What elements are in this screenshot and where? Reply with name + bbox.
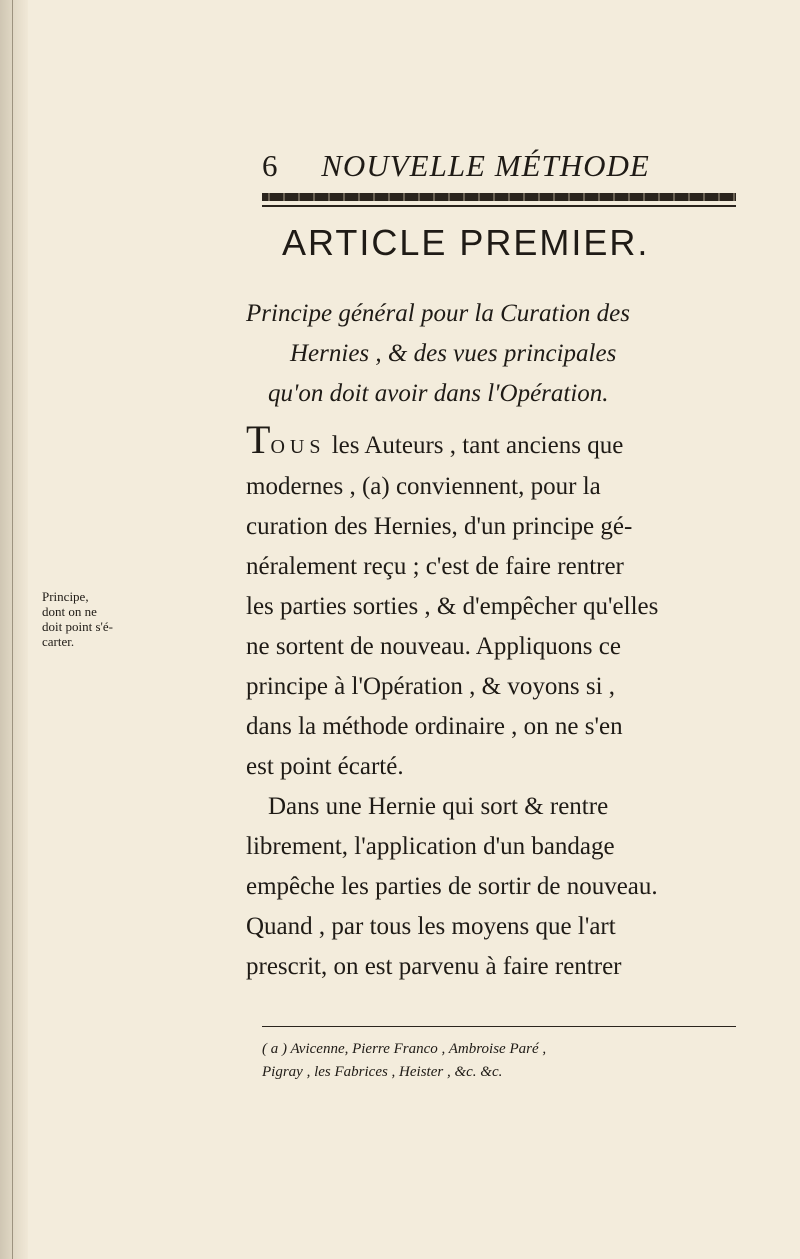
body-line-text: Quand , par tous les moyens que l'art [246, 913, 616, 940]
body-line [246, 547, 776, 587]
body-line [246, 627, 776, 667]
body-line [246, 507, 776, 547]
body-text [246, 417, 776, 987]
body-line [246, 827, 776, 867]
subtitle-line: qu'on doit avoir dans l'Opération. [268, 380, 609, 407]
body-line [246, 417, 776, 467]
body-line-text: ne sortent de nouveau. Appliquons ce [246, 633, 621, 660]
body-line [246, 747, 776, 787]
header-ornament-rule [262, 193, 736, 201]
body-line-text: prescrit, on est parvenu à faire rentrer [246, 953, 622, 980]
article-subtitle [246, 294, 746, 414]
running-header [262, 148, 742, 184]
body-line [246, 667, 776, 707]
article-title: ARTICLE PREMIER. [282, 222, 650, 263]
body-line-text: les parties sorties , & d'empêcher qu'elles [246, 593, 659, 620]
margin-note [42, 589, 132, 649]
body-line [246, 587, 776, 627]
body-line [246, 787, 776, 827]
running-title: NOUVELLE MÉTHODE [321, 148, 650, 183]
footnote-line: Pigray , les Fabrices , Heister , &c. &c. [262, 1064, 503, 1080]
margin-note-line: dont on ne [42, 604, 97, 619]
body-line-text: dans la méthode ordinaire , on ne s'en [246, 713, 623, 740]
margin-note-line: carter. [42, 634, 75, 649]
header-rule [262, 205, 736, 207]
footnote [262, 1038, 752, 1084]
page-gutter [0, 0, 28, 1259]
body-line-text: les Auteurs , tant anciens que [325, 432, 624, 459]
body-line-text: librement, l'application d'un bandage [246, 833, 615, 860]
margin-note-line: Principe, [42, 589, 89, 604]
body-line [246, 907, 776, 947]
footnote-line: ( a ) Avicenne, Pierre Franco , Ambroise Paré , [262, 1041, 547, 1057]
body-line-text: modernes , (a) conviennent, pour la [246, 473, 601, 500]
body-line [246, 867, 776, 907]
page-number: 6 [262, 148, 279, 183]
body-line [246, 947, 776, 987]
body-line-text: empêche les parties de sortir de nouveau. [246, 873, 658, 900]
body-line-text: Dans une Hernie qui sort & rentre [268, 793, 609, 820]
spaced-capitals: OUS [270, 436, 326, 458]
binding-line [12, 0, 13, 1259]
body-line-text: curation des Hernies, d'un principe gé- [246, 513, 633, 540]
body-line-text: néralement reçu ; c'est de faire rentrer [246, 553, 624, 580]
body-line-text: est point écarté. [246, 753, 404, 780]
footnote-rule [262, 1026, 736, 1027]
margin-note-line: doit point s'é- [42, 619, 113, 634]
body-line-text: principe à l'Opération , & voyons si , [246, 673, 616, 700]
subtitle-line: Hernies , & des vues principales [290, 340, 617, 367]
body-line [246, 707, 776, 747]
drop-cap: T [246, 417, 271, 462]
body-line [246, 467, 776, 507]
subtitle-line: Principe général pour la Curation des [246, 300, 630, 327]
